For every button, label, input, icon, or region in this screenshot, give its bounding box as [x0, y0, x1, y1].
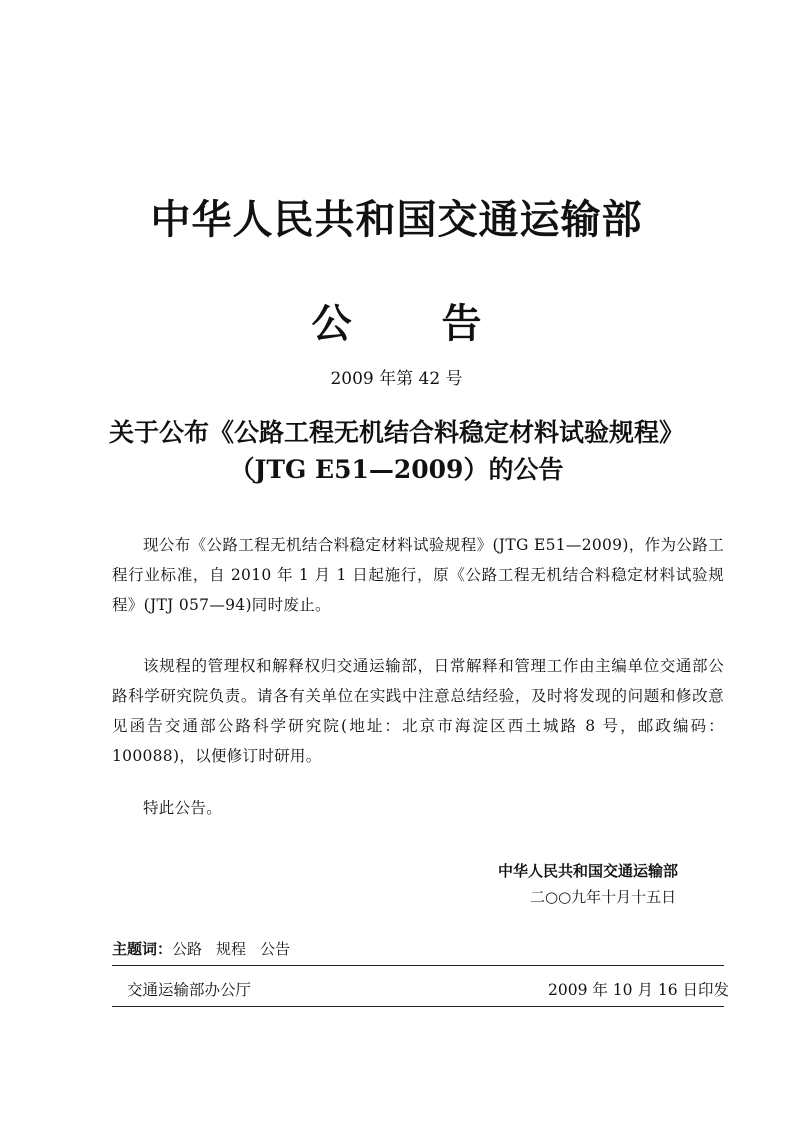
footer-bottom-rule: [112, 1006, 724, 1007]
notice-heading: [0, 292, 793, 349]
body-paragraph-3: 特此公告。: [143, 799, 223, 817]
keywords-line: [112, 938, 304, 959]
body-paragraph-1: 现公布《公路工程无机结合料稳定材料试验规程》(JTG E51—2009)，作为公路工程行业标准，自 2010 年 1 月 1 日起施行，原《公路工程无机结合料稳定材料试验规程》(JTJ 057—94)同时废止。: [112, 536, 724, 614]
keyword-item: 公告: [260, 940, 291, 958]
document-title-line-2: （JTG E51—2009）的公告: [229, 455, 564, 484]
issuing-office: 交通运输部办公厅: [127, 981, 252, 999]
keyword-item: 规程: [216, 940, 247, 958]
notice-char-gong: 公: [311, 301, 352, 347]
signature-organization: 中华人民共和国交通运输部: [498, 862, 679, 880]
document-number: 2009 年第 42 号: [330, 369, 463, 389]
keywords-label: 主题词：: [112, 940, 173, 958]
body-paragraph-2: 该规程的管理权和解释权归交通运输部，日常解释和管理工作由主编单位交通部公路科学研究院负责。请各有关单位在实践中注意总结经验，及时将发现的问题和修改意见函告交通部公路科学研究院(地址：北京市海淀区西土城路 8 号，邮政编码：100088)，以便修订时研用。: [112, 657, 724, 765]
signature-date: 二○○九年十月十五日: [530, 888, 677, 906]
notice-char-gao: 告: [441, 301, 482, 347]
ministry-heading: 中华人民共和国交通运输部: [150, 197, 643, 243]
keyword-item: 公路: [172, 940, 203, 958]
issue-date: 2009 年 10 月 16 日印发: [548, 981, 730, 999]
document-title-line-1: 关于公布《公路工程无机结合料稳定材料试验规程》: [108, 418, 684, 447]
footer-top-rule: [112, 965, 724, 966]
